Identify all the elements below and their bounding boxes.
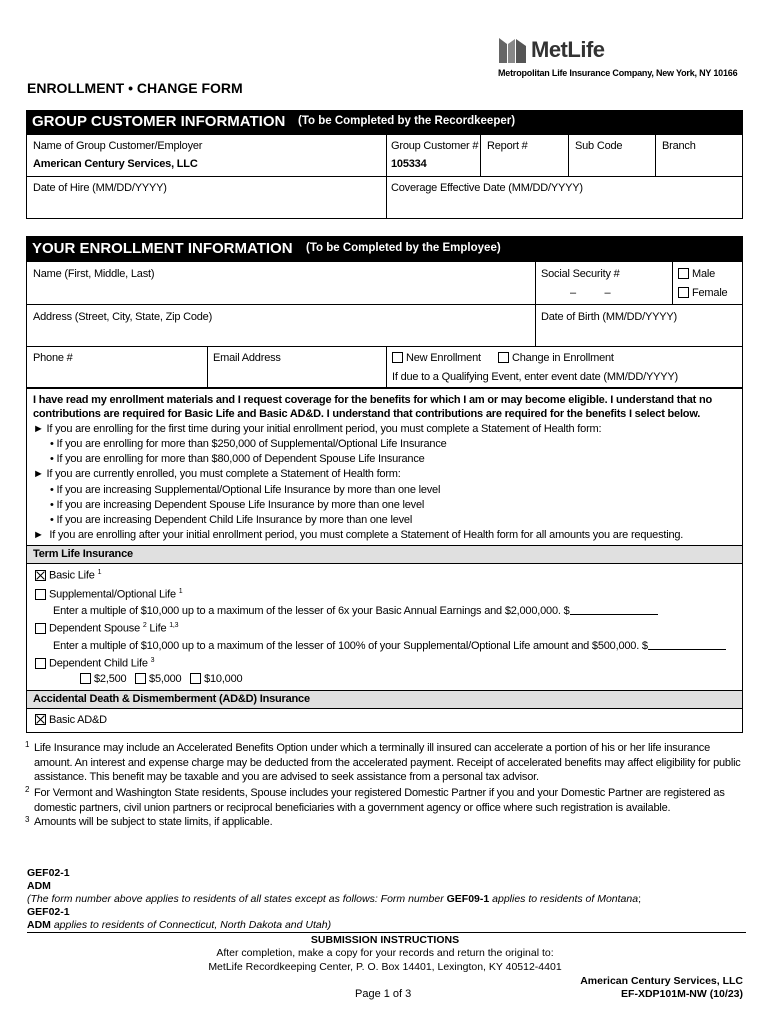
footnote-3: Amounts will be subject to state limits, if applicable. xyxy=(34,816,273,828)
ssn-dashes: – – xyxy=(570,287,611,299)
phone-label[interactable]: Phone # xyxy=(33,352,73,364)
child-life-amounts xyxy=(80,673,242,685)
female-checkbox[interactable] xyxy=(678,287,689,298)
bullet-1-text: If you are enrolling for more than $250,000 of Supplemental/Optional Life Insurance xyxy=(56,438,447,450)
basic-life-option[interactable] xyxy=(35,569,101,582)
add-title: Accidental Death & Dismemberment (AD&D) Insurance xyxy=(33,693,310,705)
male-option[interactable] xyxy=(678,268,715,280)
group-section-header xyxy=(26,110,743,134)
group-num-label: Group Customer # xyxy=(391,140,479,152)
new-enrollment-checkbox[interactable] xyxy=(392,352,403,363)
enroll-section-header xyxy=(26,236,743,261)
child-opt-2500[interactable] xyxy=(80,673,126,685)
footnote-2: For Vermont and Washington State residents, Spouse includes your registered Domestic Partner if you and your Domestic Partner are registered as domestic partners, civil union partners or reciprocal beneficiaries with a government agency or office where such registration is available. xyxy=(34,787,725,814)
footnote-2-number: 2 xyxy=(25,785,30,794)
spouse-life-amount-field[interactable] xyxy=(648,638,726,650)
child-10000-checkbox[interactable] xyxy=(190,673,201,684)
bullet-5-text: If you are increasing Dependent Child Life Insurance by more than one level xyxy=(56,514,413,526)
address-label[interactable]: Address (Street, City, State, Zip Code) xyxy=(33,311,213,323)
company-line: Metropolitan Life Insurance Company, New York, NY 10166 xyxy=(498,68,738,78)
enroll-section-subtitle: (To be Completed by the Employee) xyxy=(306,242,501,254)
company-name: American Century Services, LLC xyxy=(580,975,743,987)
form-code: EF-XDP101M-NW (10/23) xyxy=(621,988,743,1000)
submission-line-2: MetLife Recordkeeping Center, P. O. Box 14401, Lexington, KY 40512-4401 xyxy=(208,961,562,973)
child-life-label: Dependent Child Life xyxy=(49,657,148,670)
child-2500-checkbox[interactable] xyxy=(80,673,91,684)
supp-life-amount-field[interactable] xyxy=(570,603,658,615)
form-note xyxy=(27,893,641,905)
basic-add-checkbox[interactable] xyxy=(35,714,46,725)
arrow-icon: ► xyxy=(33,423,44,435)
group-num-value[interactable]: 105334 xyxy=(391,158,427,170)
bullet-2-text: If you are enrolling for more than $80,000 of Dependent Spouse Life Insurance xyxy=(56,453,425,465)
supp-life-amount[interactable] xyxy=(53,603,658,617)
statement-arrow-1 xyxy=(33,423,601,435)
form-note-2 xyxy=(27,919,331,931)
form-number-2b: ADM xyxy=(27,919,51,931)
enroll-section-title: YOUR ENROLLMENT INFORMATION xyxy=(32,240,293,257)
spouse-life-label: Dependent Spouse xyxy=(49,622,140,635)
spouse-life-instructions: Enter a multiple of $10,000 up to a maximum of the lesser of 100% of your Supplemental/Optional Life amount and $500,000. $ xyxy=(53,640,648,652)
email-label[interactable]: Email Address xyxy=(213,352,281,364)
group-section-title: GROUP CUSTOMER INFORMATION xyxy=(32,113,286,130)
child-life-checkbox[interactable] xyxy=(35,658,46,669)
basic-add-label: Basic AD&D xyxy=(49,714,107,726)
statement-arrow-2 xyxy=(33,468,401,480)
basic-life-checkbox[interactable] xyxy=(35,570,46,581)
arrow-3-text: If you are enrolling after your initial enrollment period, you must complete a Statement of Health form for all amounts you are requesting. xyxy=(49,529,684,541)
arrow-1-text: If you are enrolling for the first time during your initial enrollment period, you must complete a Statement of Health form: xyxy=(46,423,602,435)
form-note-d: ; xyxy=(638,893,641,905)
spouse-life-option[interactable] xyxy=(35,622,178,635)
spouse-life-amount[interactable] xyxy=(53,638,726,652)
arrow-icon: ► xyxy=(33,468,44,480)
form-note-a: (The form number above applies to residents of all states except as follows: Form number xyxy=(27,893,447,905)
coverage-date-label[interactable]: Coverage Effective Date (MM/DD/YYYY) xyxy=(391,182,583,194)
statement-bullet-5: • If you are increasing Dependent Child Life Insurance by more than one level xyxy=(50,514,413,526)
footnote-1-number: 1 xyxy=(25,740,30,749)
basic-life-label: Basic Life xyxy=(49,569,95,582)
statement-bullet-1: • If you are enrolling for more than $250,000 of Supplemental/Optional Life Insurance xyxy=(50,438,447,450)
child-5000-label: $5,000 xyxy=(149,673,182,685)
supp-life-footnote: 1 xyxy=(178,588,183,595)
male-checkbox[interactable] xyxy=(678,268,689,279)
employer-label: Name of Group Customer/Employer xyxy=(33,140,203,152)
supp-life-checkbox[interactable] xyxy=(35,589,46,600)
bullet-3-text: If you are increasing Supplemental/Optional Life Insurance by more than one level xyxy=(56,484,441,496)
add-bar xyxy=(27,690,742,709)
new-enrollment-label: New Enrollment xyxy=(406,352,481,364)
form-number-1b: ADM xyxy=(27,880,51,892)
basic-add-option[interactable] xyxy=(35,714,107,726)
name-label[interactable]: Name (First, Middle, Last) xyxy=(33,268,155,280)
arrow-icon: ► xyxy=(33,529,44,541)
arrow-2-text: If you are currently enrolled, you must complete a Statement of Health form: xyxy=(46,468,401,480)
spouse-footnote-2: 1,3 xyxy=(169,622,179,629)
term-life-bar xyxy=(27,545,742,564)
statement-paragraph: I have read my enrollment materials and I request coverage for the benefits for which I am or may become eligible. I understand that no contributions are required for Basic Life and Basic AD&D. I understand that contributions are required for the benefits I select below. xyxy=(33,394,713,420)
supp-life-instructions: Enter a multiple of $10,000 up to a maximum of the lesser of 6x your Basic Annual Earnings and $2,000,000. $ xyxy=(53,605,570,617)
page-number: Page 1 of 3 xyxy=(355,988,412,1000)
form-number-2: GEF02-1 xyxy=(27,906,70,918)
form-number-1: GEF02-1 xyxy=(27,867,70,879)
change-enrollment-option[interactable] xyxy=(498,352,614,364)
change-enrollment-checkbox[interactable] xyxy=(498,352,509,363)
statement-bullet-2: • If you are enrolling for more than $80,000 of Dependent Spouse Life Insurance xyxy=(50,453,425,465)
term-life-title: Term Life Insurance xyxy=(33,548,133,560)
hire-date-label[interactable]: Date of Hire (MM/DD/YYYY) xyxy=(33,182,167,194)
brand-name: MetLife xyxy=(531,37,605,62)
change-enrollment-label: Change in Enrollment xyxy=(512,352,614,364)
spouse-life-checkbox[interactable] xyxy=(35,623,46,634)
spouse-footnote-1: 2 xyxy=(142,622,147,629)
dob-label[interactable]: Date of Birth (MM/DD/YYYY) xyxy=(541,311,677,323)
form-note-c: applies to residents of Montana xyxy=(489,893,639,905)
child-opt-10000[interactable] xyxy=(190,673,242,685)
child-life-option[interactable] xyxy=(35,657,154,670)
child-life-footnote: 3 xyxy=(150,657,155,664)
report-label: Report # xyxy=(487,140,528,152)
form-title: ENROLLMENT • CHANGE FORM xyxy=(27,80,243,96)
metlife-logo-icon xyxy=(498,36,528,64)
male-label: Male xyxy=(692,268,716,280)
footnote-3-number: 3 xyxy=(25,815,30,824)
qualifying-event-label[interactable]: If due to a Qualifying Event, enter event date (MM/DD/YYYY) xyxy=(392,371,678,383)
child-opt-5000[interactable] xyxy=(135,673,181,685)
female-label: Female xyxy=(692,287,728,299)
female-option[interactable] xyxy=(678,287,727,299)
form-note-b: GEF09-1 xyxy=(446,893,490,905)
child-10000-label: $10,000 xyxy=(204,673,243,685)
submission-title: SUBMISSION INSTRUCTIONS xyxy=(310,934,460,946)
supp-life-label: Supplemental/Optional Life xyxy=(49,588,176,601)
group-section-subtitle: (To be Completed by the Recordkeeper) xyxy=(298,115,516,127)
child-5000-checkbox[interactable] xyxy=(135,673,146,684)
statement-arrow-3 xyxy=(33,529,683,541)
subcode-label: Sub Code xyxy=(575,140,623,152)
enroll-section-box xyxy=(26,261,743,388)
new-enrollment-option[interactable] xyxy=(392,352,481,364)
employer-value[interactable]: American Century Services, LLC xyxy=(33,158,198,170)
bullet-4-text: If you are increasing Dependent Spouse Life Insurance by more than one level xyxy=(56,499,425,511)
child-2500-label: $2,500 xyxy=(94,673,127,685)
metlife-logo xyxy=(498,36,618,64)
branch-label: Branch xyxy=(662,140,696,152)
basic-life-footnote: 1 xyxy=(97,569,102,576)
form-note-2-text: applies to residents of Connecticut, North Dakota and Utah) xyxy=(50,919,332,931)
submission-line-1: After completion, make a copy for your records and return the original to: xyxy=(216,947,554,959)
footnote-1: Life Insurance may include an Accelerated Benefits Option under which a terminally ill insured can accelerate a portion of his or her life insurance amount. An interest and expense charge may be deducted from the accelerated payment. Receipt of accelerated benefits may affect eligibility for public assistance. This benefit may be taxable and you are advised to seek assistance from a personal tax advisor. xyxy=(34,742,741,783)
supp-life-option[interactable] xyxy=(35,588,182,601)
statement-bullet-4: • If you are increasing Dependent Spouse Life Insurance by more than one level xyxy=(50,499,425,511)
statement-bullet-3: • If you are increasing Supplemental/Optional Life Insurance by more than one level xyxy=(50,484,441,496)
spouse-life-label-2: Life xyxy=(149,622,167,635)
ssn-label[interactable]: Social Security # xyxy=(541,268,620,280)
